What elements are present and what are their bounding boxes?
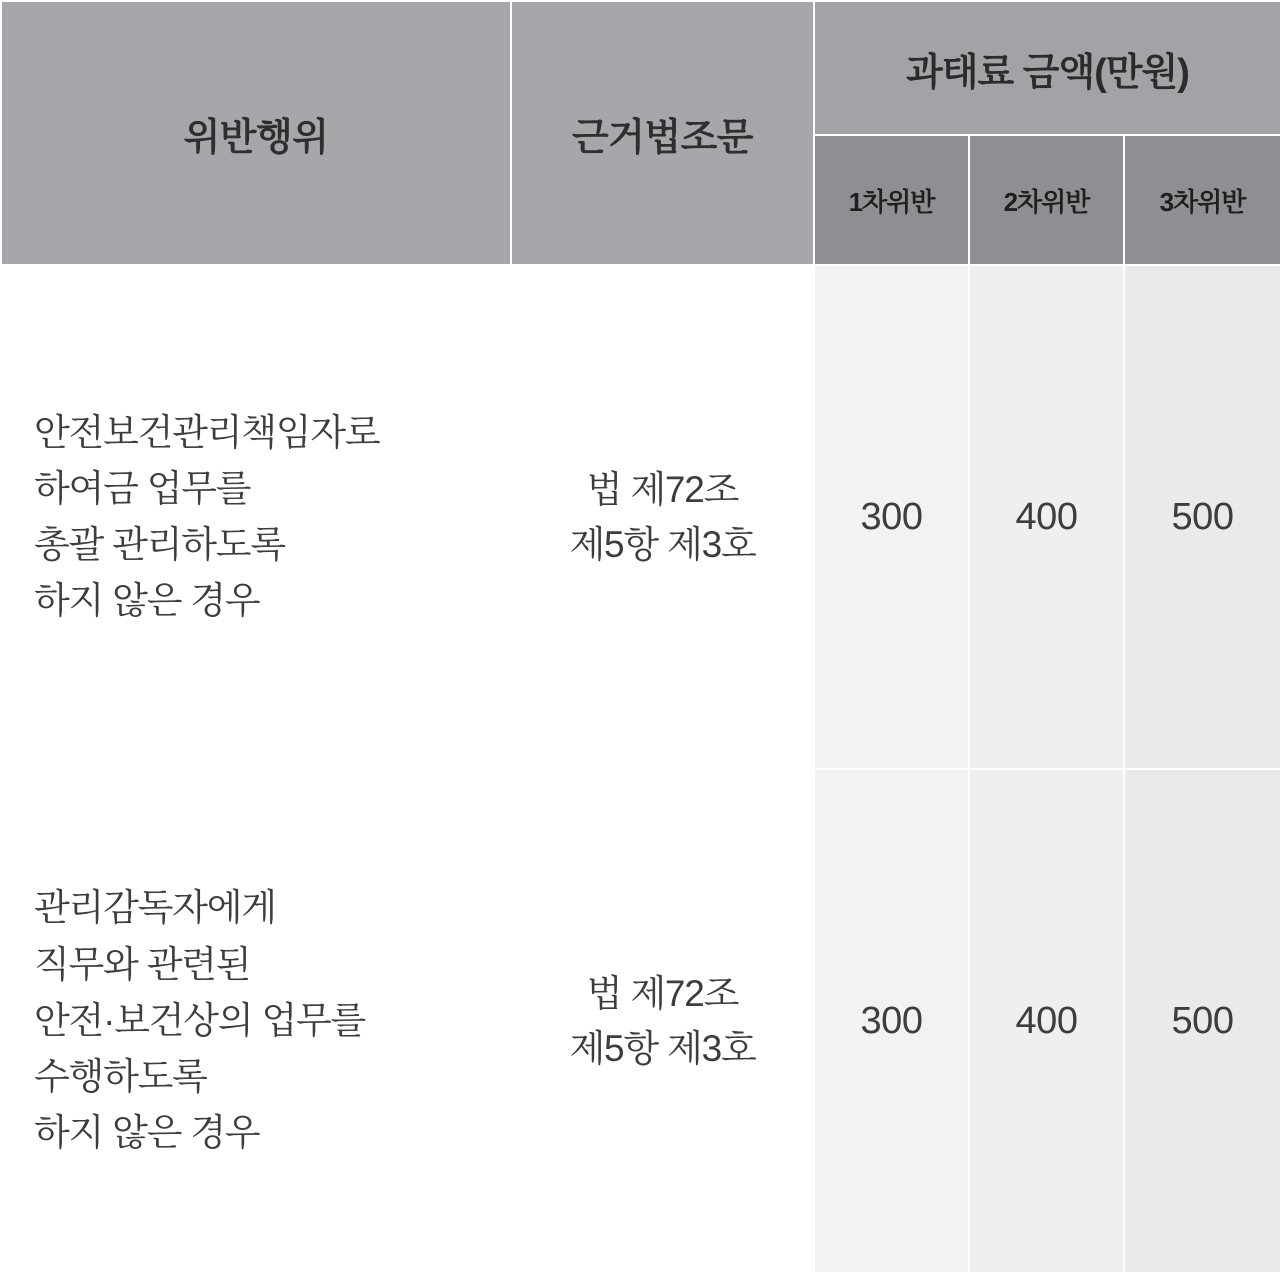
cell-amount-second: 400 xyxy=(969,265,1124,769)
cell-amount-first: 300 xyxy=(814,769,969,1273)
column-header-first-violation: 1차위반 xyxy=(814,135,969,265)
table-header xyxy=(1,1,1280,265)
header-row-top xyxy=(1,1,1280,135)
violation-line: 직무와 관련된 xyxy=(34,943,251,985)
violation-line: 안전·보건상의 업무를 xyxy=(34,999,366,1041)
violation-line: 관리감독자에게 xyxy=(34,887,276,929)
column-header-third-violation: 3차위반 xyxy=(1124,135,1280,265)
violation-line: 총괄 관리하도록 xyxy=(34,524,285,565)
cell-amount-first: 300 xyxy=(814,265,969,769)
column-header-second-violation: 2차위반 xyxy=(969,135,1124,265)
table-row xyxy=(1,769,1280,1273)
violation-line: 하여금 업무를 xyxy=(34,467,251,509)
table-row xyxy=(1,265,1280,769)
cell-amount-third: 500 xyxy=(1124,769,1280,1273)
column-header-violation: 위반행위 xyxy=(1,1,511,265)
article-line: 법 제72조 xyxy=(586,972,739,1014)
violation-line: 수행하도록 xyxy=(34,1056,207,1098)
column-header-amount-group: 과태료 금액(만원) xyxy=(814,1,1280,135)
cell-violation xyxy=(1,769,511,1273)
violation-line: 하지 않은 경우 xyxy=(34,580,260,622)
article-line: 제5항 제3호 xyxy=(569,1028,756,1069)
violation-line: 하지 않은 경우 xyxy=(34,1112,260,1154)
violation-line: 안전보건관리책임자로 xyxy=(34,411,380,453)
cell-violation xyxy=(1,265,511,769)
article-line: 법 제72조 xyxy=(586,468,739,510)
article-line: 제5항 제3호 xyxy=(569,524,756,565)
cell-article xyxy=(511,265,814,769)
cell-amount-third: 500 xyxy=(1124,265,1280,769)
cell-article xyxy=(511,769,814,1273)
column-header-article: 근거법조문 xyxy=(511,1,814,265)
cell-amount-second: 400 xyxy=(969,769,1124,1273)
table-body xyxy=(1,265,1280,1273)
